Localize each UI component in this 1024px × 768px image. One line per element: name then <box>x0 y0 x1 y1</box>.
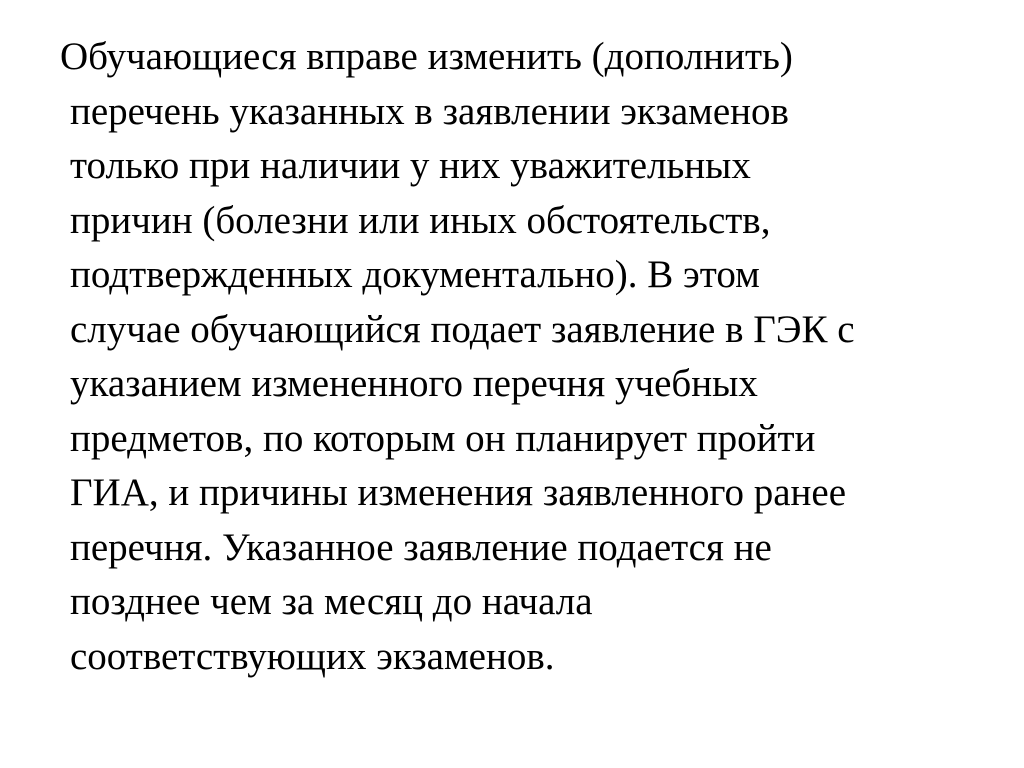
text-line: причин (болезни или иных обстоятельств, <box>70 198 771 242</box>
body-text <box>60 30 1010 684</box>
text-line: предметов, по которым он планирует пройти <box>70 416 816 460</box>
text-line: позднее чем за месяц до начала <box>70 580 593 623</box>
text-line: подтвержденных документально). В этом <box>70 253 760 296</box>
text-line: соответствующих экзаменов. <box>70 634 555 678</box>
text-line: ГИА, и причины изменения заявленного ранее <box>70 471 847 514</box>
text-line: перечень указанных в заявлении экзаменов <box>70 89 789 133</box>
text-line: только при наличии у них уважительных <box>70 144 751 187</box>
text-line: случае обучающийся подает заявление в ГЭК с <box>70 307 855 351</box>
text-line: Обучающиеся вправе изменить (дополнить) <box>60 35 793 78</box>
text-line: перечня. Указанное заявление подается не <box>70 525 772 569</box>
text-line: указанием измененного перечня учебных <box>70 362 758 405</box>
